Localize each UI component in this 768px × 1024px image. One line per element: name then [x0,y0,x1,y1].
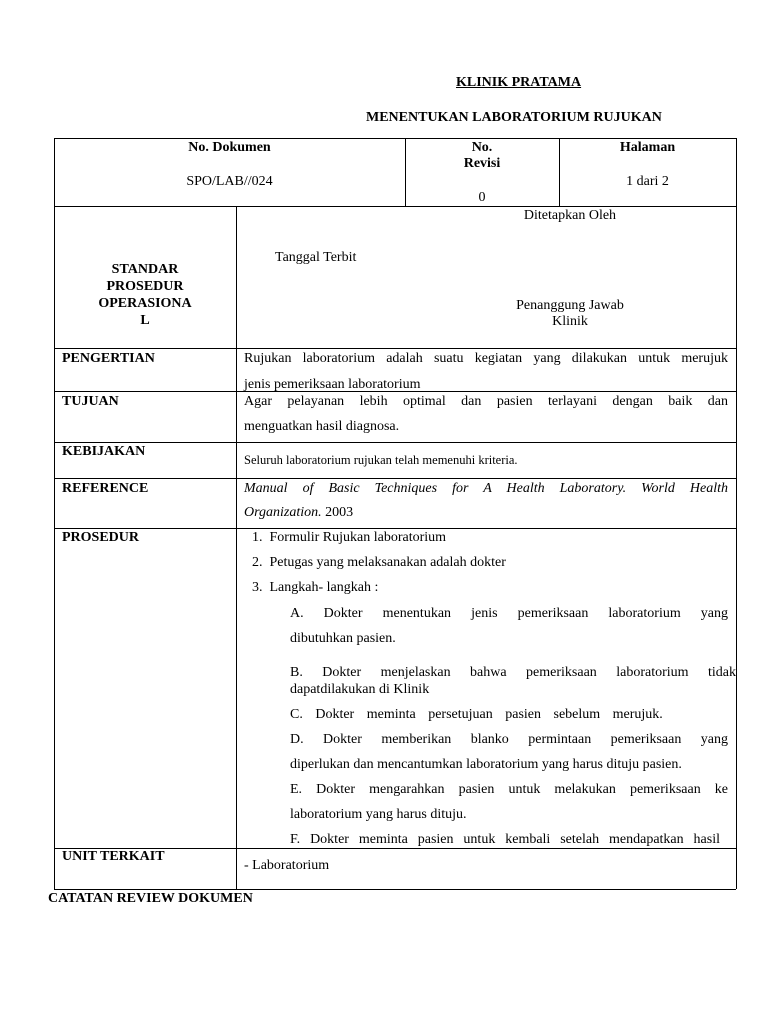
prosedur-item-2: 2. Petugas yang melaksanakan adalah dokter [252,555,506,570]
prosedur-item-3: 3. Langkah- langkah : [252,580,379,595]
clinic-name: KLINIK PRATAMA [456,75,582,90]
kebijakan-line-1: Seluruh laboratorium rujukan telah memenuhi kriteria. [244,453,518,467]
step-b-line-1: B. Dokter menjelaskan bahwa pemeriksaan laboratorium tidak [290,665,736,680]
pengertian-line-1: Rujukan laboratorium adalah suatu kegiatan yang dilakukan untuk merujuk [244,351,728,366]
no-dokumen-value: SPO/LAB//024 [186,174,273,189]
kebijakan-label: KEBIJAKAN [62,444,146,459]
step-a-line-1: A. Dokter menentukan jenis pemeriksaan laboratorium yang [290,606,728,621]
step-e-line-2: laboratorium yang harus dituju. [290,807,467,822]
tujuan-label: TUJUAN [62,394,119,409]
step-e-line-1: E. Dokter mengarahkan pasien untuk melakukan pemeriksaan ke [290,782,728,797]
pengertian-line-2: jenis pemeriksaan laboratorium [244,377,421,392]
reference-org: Organization. [244,505,322,520]
spo-label-2: PROSEDUR [106,279,184,294]
step-b-line-2: dapatdilakukan di Klinik [290,682,430,697]
spo-label-3: OPERASIONA [98,296,192,311]
halaman-value: 1 dari 2 [626,174,669,189]
step-a-line-2: dibutuhkan pasien. [290,631,396,646]
reference-label: REFERENCE [62,481,149,496]
unit-terkait-value: - Laboratorium [244,858,330,873]
halaman-label: Halaman [619,140,676,155]
no-revisi-label-2: Revisi [463,156,501,171]
spo-label-1: STANDAR [111,262,179,277]
catatan-review-dokumen: CATATAN REVIEW DOKUMEN [48,891,253,906]
penanggung-jawab-klinik: Klinik [552,314,588,329]
step-d-line-1: D. Dokter memberikan blanko permintaan pemeriksaan yang [290,732,728,747]
document-title: MENENTUKAN LABORATORIUM RUJUKAN [366,110,662,125]
pengertian-label: PENGERTIAN [62,351,155,366]
step-d-line-2: diperlukan dan mencantumkan laboratorium yang harus dituju pasien. [290,757,682,772]
prosedur-item-1: 1. Formulir Rujukan laboratorium [252,530,447,545]
spo-label-4: L [140,313,150,328]
tujuan-line-2: menguatkan hasil diagnosa. [244,419,400,434]
step-c-line-1: C. Dokter meminta persetujuan pasien sebelum merujuk. [290,707,663,722]
reference-line-1: Manual of Basic Techniques for A Health Laboratory. World Health [244,481,728,496]
ditetapkan-oleh: Ditetapkan Oleh [523,208,617,223]
penanggung-jawab: Penanggung Jawab [516,298,624,313]
unit-terkait-label: UNIT TERKAIT [62,849,165,864]
step-f-line-1: F. Dokter meminta pasien untuk kembali setelah mendapatkan hasil [290,832,720,847]
no-dokumen-label: No. Dokumen [188,140,271,155]
prosedur-label: PROSEDUR [62,530,140,545]
no-revisi-label-1: No. [471,140,493,155]
reference-line-2 [244,505,353,521]
tujuan-line-1: Agar pelayanan lebih optimal dan pasien terlayani dengan baik dan [244,394,728,409]
no-revisi-value: 0 [478,190,486,205]
tanggal-terbit: Tanggal Terbit [275,250,357,265]
reference-year: 2003 [321,505,354,520]
